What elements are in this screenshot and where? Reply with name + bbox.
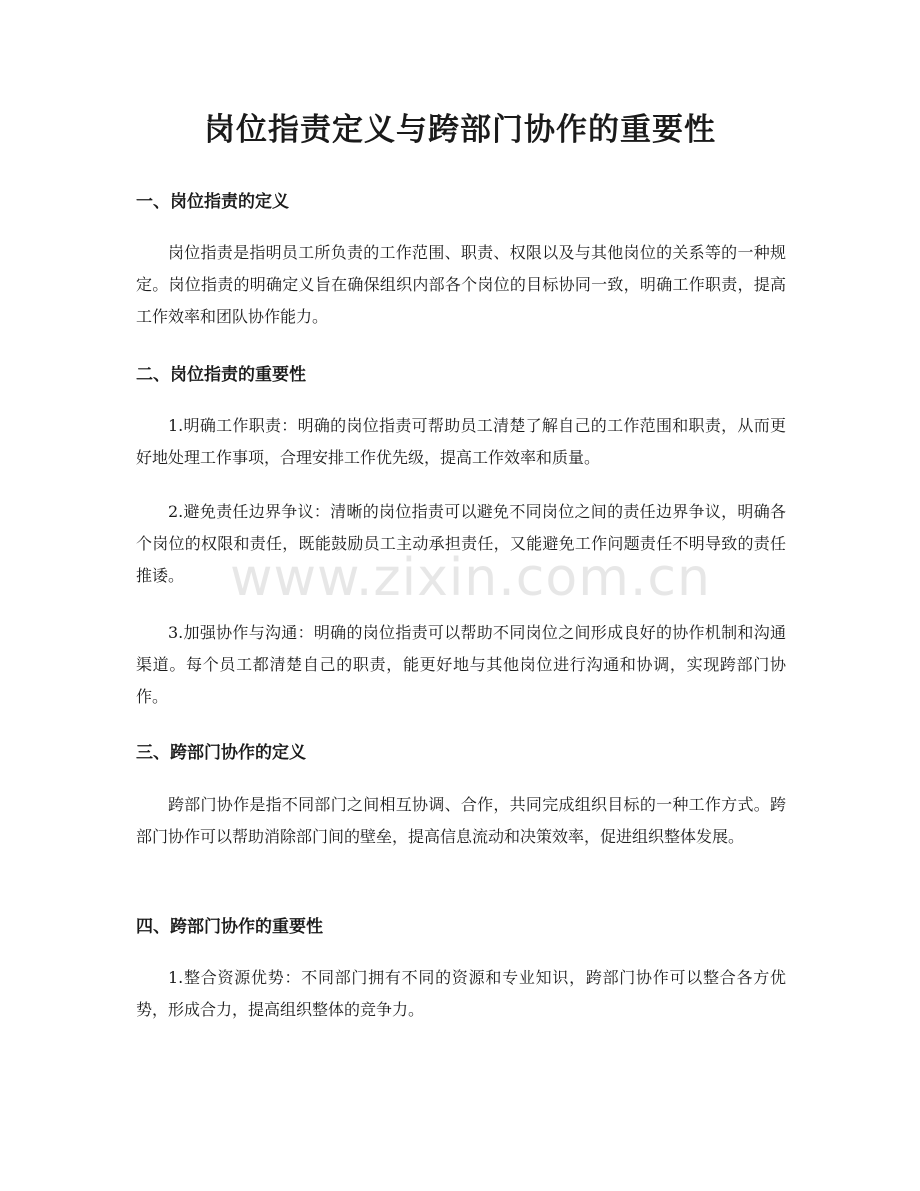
watermark-text: www.zixin.com.cn [230,548,711,608]
section-heading-1: 一、岗位指责的定义 [136,192,289,212]
section-3-paragraph-1: 跨部门协作是指不同部门之间相互协调、合作，共同完成组织目标的一种工作方式。跨部门协作可以帮助消除部门间的壁垒，提高信息流动和决策效率，促进组织整体发展。 [136,795,786,846]
section-4-paragraph-1: 1.整合资源优势：不同部门拥有不同的资源和专业知识，跨部门协作可以整合各方优势，形成合力，提高组织整体的竞争力。 [136,968,786,1019]
section-2-paragraph-2: 2.避免责任边界争议：清晰的岗位指责可以避免不同岗位之间的责任边界争议，明确各个岗位的权限和责任，既能鼓励员工主动承担责任，又能避免工作问题责任不明导致的责任推诿。 [136,502,786,585]
section-1-paragraph-1: 岗位指责是指明员工所负责的工作范围、职责、权限以及与其他岗位的关系等的一种规定。岗位指责的明确定义旨在确保组织内部各个岗位的目标协同一致，明确工作职责，提高工作效率和团队协作能力。 [136,243,786,326]
section-heading-2: 二、岗位指责的重要性 [136,365,306,385]
section-2-paragraph-3: 3.加强协作与沟通：明确的岗位指责可以帮助不同岗位之间形成良好的协作机制和沟通渠道。每个员工都清楚自己的职责，能更好地与其他岗位进行沟通和协调，实现跨部门协作。 [136,623,786,706]
section-2-paragraph-1: 1.明确工作职责：明确的岗位指责可帮助员工清楚了解自己的工作范围和职责，从而更好地处理工作事项，合理安排工作优先级，提高工作效率和质量。 [136,416,786,467]
section-heading-4: 四、跨部门协作的重要性 [136,917,323,937]
document-title: 岗位指责定义与跨部门协作的重要性 [204,112,716,148]
section-heading-3: 三、跨部门协作的定义 [136,743,306,763]
